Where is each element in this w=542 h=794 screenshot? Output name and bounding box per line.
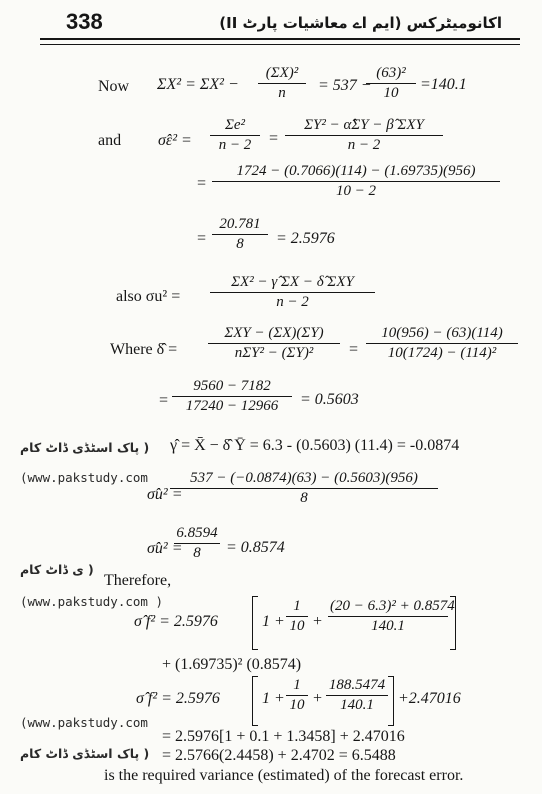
bracket1-fraction-1: $\frac{1}{10}$ [286, 598, 308, 635]
watermark-site-2: (www.pakstudy.com ) [20, 594, 163, 609]
delta-fraction: $\frac{9560 - 7182}{17240 - 12966}$ [172, 378, 292, 415]
line-a: = 2.5976[1 + 0.1 + 1.3458] + 2.47016 [162, 728, 405, 745]
calc-fraction: $\frac{1724 - (0.7066)(114) - (1.69735)(956)}{10 - 2}$ [212, 163, 500, 200]
where-label: Where δ̂ = [110, 341, 178, 358]
bracket1-a: 1 + [262, 613, 285, 630]
and-eq: = [268, 130, 279, 147]
header-rule-top [40, 38, 520, 40]
bracket-1-left [252, 596, 258, 650]
now-fraction-2: $\frac{\text{(63)²}}{10}$ [366, 65, 416, 102]
bracket2-a: 1 + [262, 690, 285, 707]
page-number: 338 [66, 9, 103, 34]
running-title: اکانومیٹرکس (ایم اے معاشیات پارٹ II) [219, 14, 502, 32]
sigma-u2-label: σ̂u² = [147, 540, 183, 557]
header-rule-bottom [40, 44, 520, 45]
line-b: = 2.5766(2.4458) + 2.4702 = 6.5488 [162, 747, 396, 764]
now-fraction: $\frac{\text{(ΣX)²}}{n}$ [258, 65, 306, 102]
bracket1-fraction-2: $\frac{\text{(20 − 6.3)² + 0.8574}}{140.1}$ [330, 598, 455, 634]
delta-eq: = [158, 392, 169, 409]
now-eq2: = 537 − [318, 77, 372, 94]
conclusion-text: is the required variance (estimated) of the forecast error. [104, 767, 464, 784]
watermark-urdu-1: ( پاک اسٹڈی ڈاٹ کام [20, 440, 150, 455]
where-fraction-1: ΣXY − (ΣX)(ΣY) nΣY² − (ΣY)² [208, 325, 340, 362]
sigma-u-fraction: $\frac{537 - (-0.0874)(63) - (0.5603)(956)}{8}$ [170, 470, 438, 507]
gamma-line: γ̂ = X̄ − δ̂ Ȳ = 6.3 - (0.5603) (11.4) = -0.0874 [170, 437, 460, 454]
plus-line: + (1.69735)² (0.8574) [162, 656, 302, 673]
bracket-2-left [252, 676, 258, 726]
therefore-label: Therefore, [104, 572, 172, 589]
and-fraction-1: $\frac{\text{Σe²}}{n - 2}$ [210, 117, 260, 154]
also-fraction: ΣX² − γ̂ ΣX − δ̂ ΣXY n − 2 [210, 274, 375, 311]
calc2-result: = 2.5976 [276, 230, 335, 247]
calc2-fraction: $\frac{20.781}{8}$ [212, 216, 268, 253]
sigma-f2-label: σ̂ f² = 2.5976 [136, 690, 220, 707]
sigma-u2-result: = 0.8574 [226, 539, 285, 556]
now-result: =140.1 [420, 76, 467, 93]
now-label: Now [98, 78, 130, 95]
watermark-urdu-2: ( ی ڈاٹ کام [20, 562, 94, 577]
sigma-eps: σ̂ε² = [158, 132, 192, 149]
where-fraction-2: $\frac{10(956) - (63)(114)}{\text{10(1724) − (114)²}}$ [366, 325, 518, 362]
where-eq: = [348, 341, 359, 358]
bracket1-plus: + [312, 613, 323, 630]
bracket2-plus: + [312, 690, 323, 707]
bracket2-fraction-1: $\frac{1}{10}$ [286, 677, 308, 714]
calc-eq: = [196, 175, 207, 192]
calc2-eq: = [196, 230, 207, 247]
sigma-u2-fraction: $\frac{6.8594}{8}$ [174, 525, 220, 562]
bracket2-fraction-2: $\frac{188.5474}{140.1}$ [326, 677, 388, 714]
now-expression: ΣX² = ΣX² − [157, 76, 239, 93]
watermark-site-1: (www.pakstudy.com [20, 470, 148, 485]
also-label: also σu² = [116, 288, 181, 305]
and-fraction-2: ΣY² − α̂ΣY − β̂ ΣXY n − 2 [285, 117, 443, 154]
sigma-f-label: σ̂ f² = 2.5976 [134, 613, 218, 630]
watermark-site-3: (www.pakstudy.com [20, 715, 148, 730]
bracket-2-right [388, 676, 394, 726]
delta-result: = 0.5603 [300, 391, 359, 408]
bracket-1-right [450, 596, 456, 650]
watermark-urdu-3: ( پاک اسٹڈی ڈاٹ کام [20, 746, 150, 761]
sigma-u-label: σ̂u² = [147, 486, 183, 503]
bracket2-after: +2.47016 [398, 690, 461, 707]
and-label: and [98, 132, 122, 149]
